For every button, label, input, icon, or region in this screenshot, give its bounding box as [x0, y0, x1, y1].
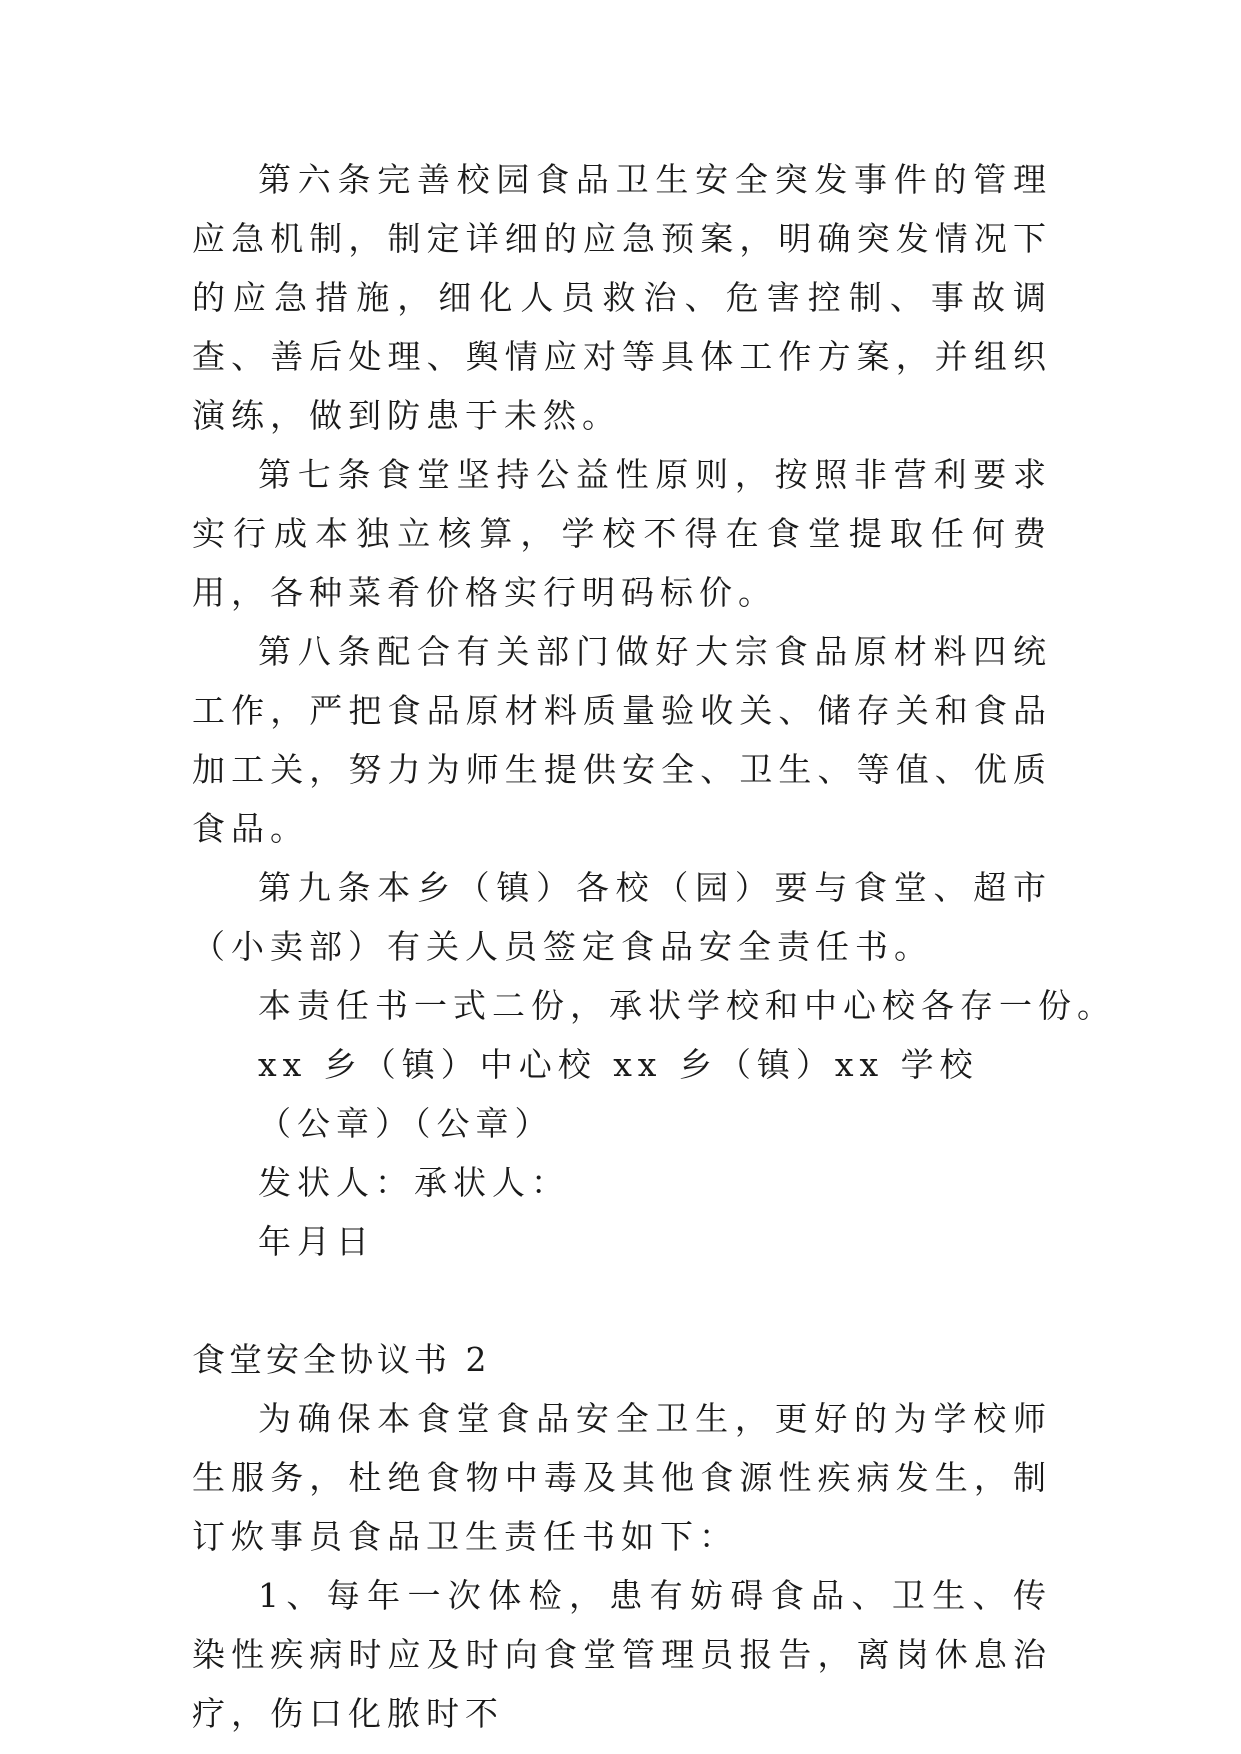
- section-2-intro-paragraph: 为确保本食堂食品安全卫生，更好的为学校师生服务，杜绝食物中毒及其他食源性疾病发生，制订炊事员食品卫生责任书如下：: [192, 1399, 1052, 1556]
- section-2-title: 食堂安全协议书 2: [192, 1340, 491, 1379]
- copies-note: 本责任书一式二份，承状学校和中心校各存一份。: [258, 986, 1116, 1025]
- document-body: [192, 150, 1116, 1743]
- section-2-item-1-paragraph: 1、每年一次体检，患有妨碍食品、卫生、传染性疾病时应及时向食堂管理员报告，离岗休息治疗，伤口化脓时不: [192, 1576, 1052, 1733]
- article-8-paragraph: 第八条配合有关部门做好大宗食品原材料四统工作，严把食品原材料质量验收关、储存关和食品加工关，努力为师生提供安全、卫生、等值、优质食品。: [192, 632, 1052, 848]
- seal-line: （公章）（公章）: [258, 1104, 554, 1143]
- date-line: 年月日: [258, 1222, 375, 1261]
- article-9-paragraph: 第九条本乡（镇）各校（园）要与食堂、超市（小卖部）有关人员签定食品安全责任书。: [192, 868, 1052, 966]
- article-7-paragraph: 第七条食堂坚持公益性原则，按照非营利要求实行成本独立核算，学校不得在食堂提取任何费用，各种菜肴价格实行明码标价。: [192, 455, 1052, 612]
- parties-line: xx 乡（镇）中心校 xx 乡（镇）xx 学校: [258, 1045, 979, 1084]
- article-6-paragraph: 第六条完善校园食品卫生安全突发事件的管理应急机制，制定详细的应急预案，明确突发情况下的应急措施，细化人员救治、危害控制、事故调查、善后处理、舆情应对等具体工作方案，并组织演练，做到防患于未然。: [192, 160, 1052, 435]
- signer-line: 发状人：承状人：: [258, 1163, 570, 1202]
